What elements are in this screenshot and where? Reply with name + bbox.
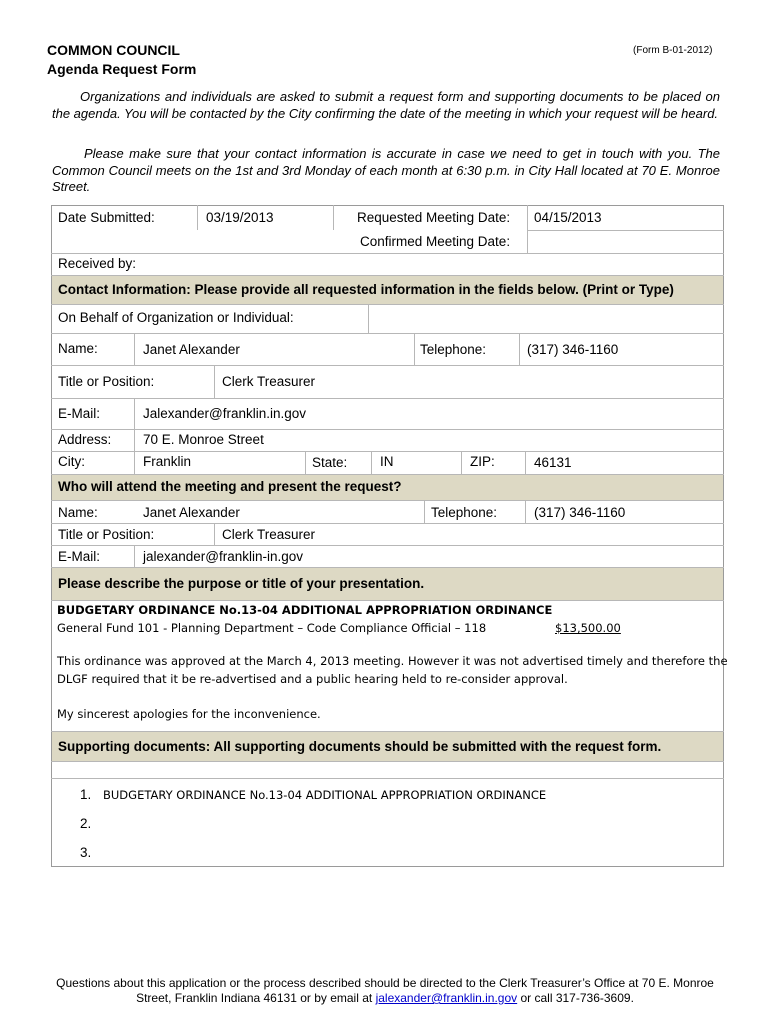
- purpose-explanation-line-2: DLGF required that it be re-advertised and a public hearing held to re-consider approval.: [57, 672, 568, 686]
- contact-city-label: City:: [58, 454, 85, 469]
- attendee-name-value[interactable]: Janet Alexander: [143, 505, 240, 520]
- supporting-item-text: BUDGETARY ORDINANCE No.13-04 ADDITIONAL APPROPRIATION ORDINANCE: [103, 788, 547, 802]
- footer-email-link[interactable]: jalexander@franklin.in.gov: [375, 991, 518, 1005]
- attendee-email-label: E-Mail:: [58, 549, 101, 564]
- contact-address-label: Address:: [58, 432, 112, 447]
- attendee-title-label: Title or Position:: [58, 527, 155, 542]
- purpose-section-heading: Please describe the purpose or title of your presentation.: [58, 576, 425, 591]
- confirmed-date-label: Confirmed Meeting Date:: [360, 234, 511, 249]
- attendee-telephone-value[interactable]: (317) 346-1160: [534, 505, 626, 520]
- contact-title-value[interactable]: Clerk Treasurer: [222, 374, 316, 389]
- contact-zip-value[interactable]: 46131: [534, 455, 572, 470]
- purpose-fund-line: General Fund 101 - Planning Department – Code Compliance Official – 118: [57, 621, 487, 635]
- intro-paragraph-2: Please make sure that your contact information is accurate in case we need to get in touch with you. The Common Council meets on the 1st and 3rd Monday of each month at 6:30 p.m. in City Hall located at 70 E. Monroe Street.: [52, 146, 720, 194]
- supporting-item-number: 3.: [80, 845, 92, 860]
- form-title: COMMON COUNCIL: [47, 42, 180, 58]
- contact-state-value[interactable]: IN: [380, 454, 394, 469]
- attendee-section-heading: Who will attend the meeting and present the request?: [58, 479, 402, 494]
- intro-paragraph-1: Organizations and individuals are asked to submit a request form and supporting documents to be placed on the agenda. You will be contacted by the City confirming the date of the meeting in which your request will be heard.: [52, 89, 720, 121]
- footer-note: [40, 976, 730, 1006]
- requested-date-value[interactable]: 04/15/2013: [534, 210, 602, 225]
- contact-email-value[interactable]: Jalexander@franklin.in.gov: [143, 406, 307, 421]
- purpose-explanation-line-1: This ordinance was approved at the March 4, 2013 meeting. However it was not advertised timely and therefore the: [57, 654, 728, 668]
- attendee-telephone-label: Telephone:: [431, 505, 498, 520]
- date-submitted-label: Date Submitted:: [58, 210, 155, 225]
- date-submitted-value[interactable]: 03/19/2013: [206, 210, 274, 225]
- attendee-email-value[interactable]: jalexander@franklin-in.gov: [143, 549, 304, 564]
- contact-name-label: Name:: [58, 341, 98, 356]
- contact-zip-label: ZIP:: [470, 454, 495, 469]
- purpose-ordinance-title: BUDGETARY ORDINANCE No.13-04 ADDITIONAL APPROPRIATION ORDINANCE: [57, 603, 553, 617]
- contact-city-value[interactable]: Franklin: [143, 454, 192, 469]
- contact-email-label: E-Mail:: [58, 406, 101, 421]
- attendee-name-label: Name:: [58, 505, 98, 520]
- requested-date-label: Requested Meeting Date:: [357, 210, 511, 225]
- contact-state-label: State:: [312, 455, 348, 470]
- contact-address-value[interactable]: 70 E. Monroe Street: [143, 432, 264, 447]
- contact-telephone-value[interactable]: (317) 346-1160: [527, 342, 619, 357]
- behalf-label: On Behalf of Organization or Individual:: [58, 310, 294, 325]
- contact-title-label: Title or Position:: [58, 374, 155, 389]
- supporting-item-number: 2.: [80, 816, 92, 831]
- footer-text: Questions about this application or the process described should be directed to the Clerk Treasurer’s Office at 70 E. Monroe Street, Franklin Indiana 46131 or by email at: [56, 976, 714, 1005]
- contact-section-heading: Contact Information: Please provide all requested information in the fields below. (Print or Type): [58, 282, 674, 297]
- purpose-amount: $13,500.00: [555, 621, 621, 635]
- supporting-item-number: 1.: [80, 787, 92, 802]
- attendee-title-value[interactable]: Clerk Treasurer: [222, 527, 316, 542]
- form-number: (Form B-01-2012): [633, 45, 713, 56]
- contact-telephone-label: Telephone:: [420, 342, 487, 357]
- purpose-apology: My sincerest apologies for the inconvenience.: [57, 707, 321, 721]
- contact-name-value[interactable]: Janet Alexander: [143, 342, 240, 357]
- footer-text-end: or call 317-736-3609.: [517, 991, 634, 1005]
- form-subtitle: Agenda Request Form: [47, 61, 197, 77]
- supporting-section-heading: Supporting documents: All supporting documents should be submitted with the request form.: [58, 739, 662, 754]
- received-by-label: Received by:: [58, 256, 137, 271]
